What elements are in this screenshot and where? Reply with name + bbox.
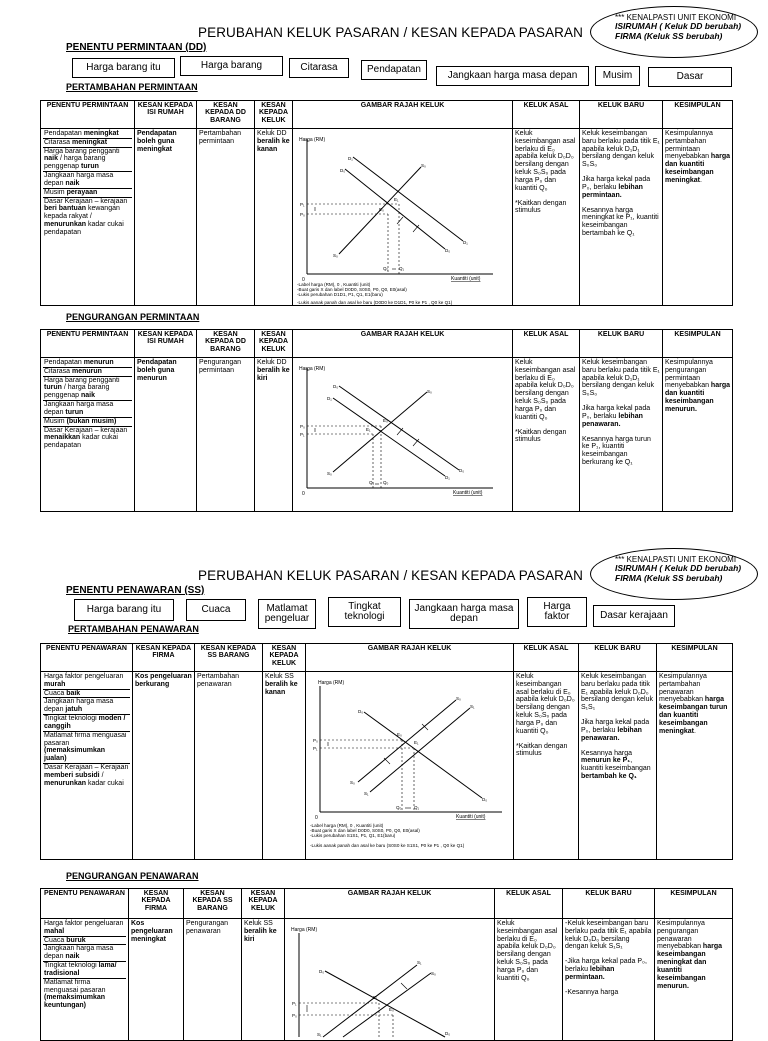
new-text-3: -Kesannya harga — [565, 988, 619, 996]
s1-label: S₁ — [470, 704, 475, 709]
origin-label: 0 — [315, 815, 318, 821]
s0-label: S₀ — [427, 389, 432, 394]
factor-box: Harga barang itu — [72, 58, 175, 78]
col-header: GAMBAR RAJAH KELUK — [306, 644, 514, 672]
d0-label: D₀ — [459, 468, 465, 473]
determinant-item — [43, 673, 130, 690]
q0-label: Q₀ — [396, 805, 402, 810]
determinants-cell — [41, 672, 133, 860]
determinant-item — [43, 732, 130, 764]
bold-text: memberi subsidi — [44, 771, 100, 779]
graph-cell — [285, 919, 495, 1041]
conclusion-cell — [655, 919, 733, 1041]
d1-label: D₁ — [348, 156, 353, 161]
section-title-supply: PENENTU PENAWARAN (SS) — [66, 585, 205, 596]
effect-cell: Kos pengeluaran meningkat — [129, 919, 184, 1041]
e1-label: E₁ — [366, 427, 371, 432]
text: . — [700, 176, 702, 184]
graph-supply-increase — [306, 672, 512, 858]
text: Citarasa — [44, 138, 73, 146]
supply-decrease-table — [40, 888, 733, 1041]
e0-label: E₀ — [383, 418, 388, 423]
bold-text: meningkat — [83, 130, 119, 137]
s0-label: S₀ — [327, 471, 332, 476]
curve-effect-cell — [255, 129, 293, 306]
col-header: KESAN KEPADA KELUK — [242, 889, 285, 919]
bold-text: harga keseimbangan meningkat dan kuantiti keseimbangan menurun. — [657, 943, 722, 990]
col-header: GAMBAR RAJAH KELUK — [293, 330, 513, 358]
determinant-item — [43, 377, 132, 401]
factor-box: Pendapatan — [361, 60, 427, 80]
e1-label: E₁ — [373, 995, 378, 1000]
graph-demand-decrease — [293, 358, 511, 508]
determinant-item — [43, 698, 130, 715]
unit-note — [590, 6, 758, 58]
link-note: *Kaitkan dengan stimulus — [515, 428, 567, 444]
graph-cell — [306, 672, 514, 860]
new-text-2 — [565, 958, 652, 981]
new-curve-cell — [580, 129, 663, 306]
y-axis-label: Harga (RM) — [299, 137, 326, 143]
original-curve-cell — [513, 129, 580, 306]
text: Kesimpulannya pengurangan permintaan menyebabkan — [665, 359, 713, 390]
bold-text: turun — [65, 408, 84, 416]
factor-box: Dasar — [648, 67, 732, 87]
bold-text: perayaan — [66, 188, 98, 196]
text: Harga barang pengganti — [44, 376, 120, 384]
text: Tingkat teknologi — [44, 715, 99, 723]
text: -Jika harga kekal pada P₀, berlaku — [565, 958, 647, 974]
determinant-item — [43, 427, 132, 450]
curve-effect-cell — [263, 672, 306, 860]
text: Citarasa — [44, 367, 73, 375]
demand-effect-cell: Pertambahan permintaan — [197, 129, 255, 306]
bold-text: menurunkan — [44, 221, 87, 229]
q1-label: Q₁ — [414, 805, 420, 810]
e1-label: E₁ — [394, 197, 399, 202]
determinant-item — [43, 368, 132, 377]
bold-text: harga dan kuantiti keseimbangan menurun. — [665, 382, 730, 413]
e0-label: E₀ — [379, 207, 384, 212]
conclusion-cell — [657, 672, 733, 860]
new-text-1: -Keluk keseimbangan baru berlaku pada titik E₁ apabila keluk D₀D₀ bersilang dengan keluk S₁S₁ — [565, 920, 652, 951]
text: Keluk DD — [257, 130, 287, 137]
text: Jika harga kekal pada P₀, berlaku — [582, 176, 651, 191]
new-text-1: Keluk keseimbangan baru berlaku pada titik E₁ apabila keluk D₁D₁ bersilang dengan keluk S₀S₀ — [582, 130, 660, 169]
new-text-1: Keluk keseimbangan baru berlaku pada titik E₁ apabila keluk D₁D₁ bersilang dengan keluk S₀S₀ — [582, 359, 660, 398]
bold-text: turun — [80, 163, 99, 171]
effect-cell: Pendapatan boleh guna menurun — [135, 358, 197, 512]
factor-box: Harga barang itu — [74, 599, 174, 621]
new-curve-cell — [579, 672, 657, 860]
text: Kesimpulannya pertambahan penawaran menyebabkan — [659, 673, 707, 704]
bold-text: moden / canggih — [44, 715, 126, 730]
graph-note: -Buat garis X dan label D0D0, S0S0, P0, Q0, E0(asal) — [297, 287, 407, 292]
text: Pendapatan — [44, 359, 84, 366]
e0-label: E₀ — [389, 1007, 394, 1012]
col-header: PENENTU PENAWARAN — [41, 644, 133, 672]
bold-text: meningkat — [72, 138, 108, 146]
p1-label: P₁ — [300, 202, 305, 207]
factor-box: Jangkaan harga masa depan — [436, 66, 589, 86]
factor-box: Matlamat pengeluar — [258, 599, 316, 629]
new-text-3: Kesannya harga turun ke P₁, kuantiti keseimbangan berkurang ke Q₁ — [582, 435, 651, 467]
text: Musim — [44, 188, 67, 196]
graph-note: -Label harga (RM), 0 , Kuantiti (unit) — [310, 823, 384, 828]
d0-label: D₀ — [333, 384, 339, 389]
p0-label: P₀ — [313, 738, 318, 743]
bold-text: beralih ke kanan — [257, 137, 290, 153]
bold-text: (memaksimumkan keuntungan) — [44, 994, 106, 1010]
note-title: *** KENALPASTI UNIT EKONOMI — [615, 13, 737, 22]
s0-label: S₀ — [456, 696, 461, 701]
graph-note: -Lukis perubahan D1D1, P1, Q1, E1(baru) — [297, 292, 383, 297]
note-line-2: FIRMA (Keluk SS berubah) — [615, 572, 723, 583]
bold-text: baik — [66, 689, 81, 697]
col-header: KESAN KEPADA ISI RUMAH — [135, 101, 197, 129]
text: Jika harga kekal pada P₀, berlaku — [582, 405, 651, 420]
original-text: Keluk keseimbangan asal berlaku di E₀ apabila keluk D₀D₀ bersilang dengan keluk S₀S₀ pada harga P₀ dan kuantiti Q₀ — [515, 359, 576, 421]
conclusion-cell — [663, 129, 733, 306]
col-header: KELUK BARU — [579, 644, 657, 672]
subtitle-demand-decrease: PENGURANGAN PERMINTAAN — [66, 312, 200, 322]
determinant-item — [43, 148, 132, 172]
bold-text: jatuh — [65, 706, 83, 714]
col-header: KELUK BARU — [563, 889, 655, 919]
text: / harga barang penggenap — [44, 384, 110, 400]
s0-label: S₀ — [431, 971, 436, 976]
section-title-demand: PENENTU PERMINTAAN (DD) — [66, 42, 207, 53]
text: Harga faktor pengeluaran — [44, 920, 124, 927]
supply-effect-cell: Pengurangan penawaran — [184, 919, 242, 1041]
factor-box: Dasar kerajaan — [593, 605, 675, 627]
bold-text: turun — [44, 384, 62, 392]
text: Jangkaan harga masa depan — [44, 698, 114, 714]
x-axis-label: Kuantiti (unit) — [453, 490, 483, 496]
text: Keluk SS — [244, 920, 273, 927]
text: Cuaca — [44, 936, 67, 944]
demand-increase-table — [40, 100, 733, 306]
col-header: KESIMPULAN — [655, 889, 733, 919]
text: / — [99, 771, 104, 779]
new-text-2 — [582, 405, 660, 428]
p1-label: P₁ — [300, 432, 305, 437]
factor-box: Musim — [595, 66, 640, 86]
subtitle-supply-decrease: PENGURANGAN PENAWARAN — [66, 871, 199, 881]
new-text-3: Kesannya harga meningkat ke P₁, kuantiti keseimbangan bertambah ke Q₁ — [582, 206, 659, 238]
new-text-1: Keluk keseimbangan baru berlaku pada titik E₁ apabila keluk D₀D₀ bersilang dengan keluk S₁S₁ — [581, 673, 653, 712]
col-header: KELUK ASAL — [495, 889, 563, 919]
text: Dasar Kerajaan – Kerajaan — [44, 764, 129, 772]
bold-text: beralih ke kanan — [265, 680, 298, 696]
p0-label: P₀ — [300, 212, 305, 217]
bold-text: lebihan penawaran. — [581, 726, 642, 742]
col-header: KESIMPULAN — [663, 330, 733, 358]
factor-box: Harga faktor — [527, 597, 587, 627]
col-header: KELUK BARU — [580, 101, 663, 129]
x-axis-label: Kuantiti (unit) — [456, 814, 486, 820]
s1-label: S₁ — [417, 960, 422, 965]
subtitle-demand-increase: PERTAMBAHAN PERMINTAAN — [66, 82, 198, 92]
determinant-item — [43, 130, 132, 139]
s0-label: S₀ — [421, 163, 426, 168]
d1-label: D₁ — [327, 396, 332, 401]
col-header: KESAN KEPADA FIRMA — [133, 644, 195, 672]
q0-label: Q₀ — [383, 480, 389, 485]
col-header: KESAN KEPADA SS BARANG — [195, 644, 263, 672]
p1-label: P₁ — [313, 746, 318, 751]
x-axis-label: Kuantiti (unit) — [451, 276, 481, 282]
e0-label: E₀ — [397, 732, 402, 737]
s1-label: S₁ — [317, 1032, 322, 1037]
factor-box: Harga barang — [180, 56, 283, 76]
determinant-item — [43, 937, 126, 946]
new-text-2 — [581, 719, 654, 742]
graph-demand-increase — [293, 129, 511, 299]
bold-text: lebihan permintaan. — [565, 966, 615, 981]
graph-cell — [293, 129, 513, 306]
text: Jika harga kekal pada P₀, berlaku — [581, 719, 650, 734]
y-axis-label: Harga (RM) — [299, 366, 326, 372]
conclusion-cell — [663, 358, 733, 512]
bold-text: harga dan kuantiti keseimbangan meningkat — [665, 153, 730, 184]
curve-effect-cell — [242, 919, 285, 1041]
bold-text: mahal — [44, 927, 65, 935]
s0-label: S₀ — [333, 253, 338, 258]
determinant-item — [43, 764, 130, 787]
subtitle-supply-increase: PERTAMBAHAN PENAWARAN — [68, 624, 199, 634]
q1-label: Q₁ — [369, 480, 375, 485]
graph-cell — [293, 358, 513, 512]
bold-text: bertambah ke Q₁ — [581, 773, 637, 781]
d0-label: D₀ — [340, 168, 346, 173]
col-header: KELUK BARU — [580, 330, 663, 358]
y-axis-label: Harga (RM) — [291, 927, 318, 933]
graph-note: -Lukis aanak panah dan asal ke baru (S0S0 ke S1S1, P0 ke P1 , Q0 ke Q1) — [310, 842, 465, 848]
note-title: *** KENALPASTI UNIT EKONOMI — [615, 555, 737, 564]
determinant-item — [43, 172, 132, 189]
col-header: KESAN KEPADA FIRMA — [129, 889, 184, 919]
col-header: KESAN KEPADA DD BARANG — [197, 330, 255, 358]
text: Jangkaan harga masa depan — [44, 945, 114, 961]
bold-text: menurun ke P₁ — [581, 757, 631, 765]
graph-note: -Buat garis X dan label D0D0, S0S0, P0, Q0, E0(asal) — [310, 828, 420, 833]
text: Jangkaan harga masa depan — [44, 401, 114, 416]
determinant-item — [43, 979, 126, 1010]
bold-text: menurun — [83, 359, 114, 366]
factor-box: Citarasa — [289, 58, 349, 78]
bold-text: naik — [44, 155, 59, 163]
new-text-3 — [581, 750, 654, 781]
determinant-item — [43, 920, 126, 937]
effect-cell: Kos pengeluaran berkurang — [133, 672, 195, 860]
original-curve-cell — [513, 358, 580, 512]
graph-note: -Lukis aanak panah dan asal ke baru (D0D0 ke D1D1, P0 ke P1 , Q0 ke Q1) — [297, 299, 453, 305]
determinant-item — [43, 189, 132, 198]
curve-effect-cell — [255, 358, 293, 512]
original-curve-cell — [514, 672, 579, 860]
bold-text: murah — [44, 680, 66, 688]
text: Harga faktor pengeluaran — [44, 673, 124, 680]
d0-label: D₀ — [482, 797, 488, 802]
col-header: GAMBAR RAJAH KELUK — [293, 101, 513, 129]
note-line-1: ISIRUMAH ( Keluk DD berubah) — [615, 563, 742, 574]
d0-label: D₀ — [445, 248, 451, 253]
col-header: PENENTU PERMINTAAN — [41, 101, 135, 129]
bold-text: harga keseimbangan turun dan kuantiti keseimbangan meningkat — [659, 696, 728, 735]
determinants-cell — [41, 129, 135, 306]
bold-text: naik — [65, 179, 80, 187]
col-header: PENENTU PENAWARAN — [41, 889, 129, 919]
note-line-2: FIRMA (Keluk SS berubah) — [615, 30, 723, 41]
col-header: KESAN KEPADA KELUK — [255, 330, 293, 358]
text: Cuaca — [44, 689, 67, 697]
y-axis-label: Harga (RM) — [318, 680, 345, 686]
text: Tingkat teknologi — [44, 962, 99, 970]
bold-text: lama/ tradisional — [44, 962, 117, 977]
text: kadar cukai pendapatan — [44, 434, 118, 450]
text: / harga barang penggenap — [44, 155, 106, 171]
text: , kuantiti keseimbangan — [581, 757, 651, 773]
new-text-2 — [582, 176, 660, 199]
col-header: KELUK ASAL — [513, 330, 580, 358]
graph-note: -Lukis perubahan S1S1, P1, Q1, E1(baru) — [310, 833, 396, 838]
bold-text: (bukan musim) — [66, 417, 117, 425]
supply-effect-cell: Pertambahan penawaran — [195, 672, 263, 860]
bold-text: menurunkan — [44, 779, 87, 787]
p0-label: P₀ — [300, 424, 305, 429]
col-header: PENENTU PERMINTAAN — [41, 330, 135, 358]
original-text: Keluk keseimbangan asal berlaku di E₀ apabila keluk D₀D₀ bersilang dengan keluk S₀S₀ pada harga P₀ dan kuantiti Q₀ — [516, 673, 575, 735]
link-note: *Kaitkan dengan stimulus — [516, 742, 568, 758]
bold-text: naik — [65, 953, 80, 961]
bold-text: beralih ke kiri — [244, 927, 277, 943]
determinant-item — [43, 359, 132, 368]
original-text: Keluk keseimbangan asal berlaku di E₀ apabila keluk D₀D₀ bersilang dengan keluk S₀S₀ pada harga P₀ dan kuantiti Q₀ — [515, 130, 576, 192]
col-header: KESAN KEPADA KELUK — [263, 644, 306, 672]
text: Matlamat firma menguasai pasaran — [44, 731, 127, 747]
bold-text: buruk — [66, 936, 86, 944]
text: Kesimpulannya pertambahan permintaan menyebabkan — [665, 130, 713, 161]
e1-label: E₁ — [414, 740, 419, 745]
col-header: KESIMPULAN — [663, 101, 733, 129]
supply-increase-table — [40, 643, 733, 860]
text: Pendapatan — [44, 130, 84, 137]
col-header: KELUK ASAL — [514, 644, 579, 672]
text: Musim — [44, 417, 67, 425]
note-line-1: ISIRUMAH ( Keluk DD berubah) — [615, 21, 742, 32]
factor-box: Jangkaan harga masa depan — [409, 599, 519, 629]
text: kadar cukai — [86, 779, 124, 787]
original-curve-cell: Keluk keseimbangan asal berlaku di E₀ apabila keluk D₀D₀ bersilang dengan keluk S₀S₀ pada harga P₀ dan kuantiti Q₀ — [495, 919, 563, 1041]
determinant-item — [43, 945, 126, 962]
bold-text: menaikkan — [44, 434, 81, 442]
link-note: *Kaitkan dengan stimulus — [515, 199, 567, 215]
factor-box: Tingkat teknologi — [328, 597, 401, 627]
bold-text: naik — [80, 392, 95, 400]
bold-text: lebihan permintaan. — [582, 183, 643, 199]
col-header: GAMBAR RAJAH KELUK — [285, 889, 495, 919]
determinant-item — [43, 962, 126, 979]
text: kewangan kepada rakyat / — [44, 205, 120, 221]
graph-supply-decrease — [285, 919, 493, 1037]
col-header: KESAN KEPADA DD BARANG — [197, 101, 255, 129]
p1-label: P₁ — [292, 1001, 297, 1006]
new-curve-cell — [580, 358, 663, 512]
determinant-item — [43, 198, 132, 237]
text: kadar cukai pendapatan — [44, 221, 124, 236]
bold-text: menurun — [72, 367, 102, 375]
col-header: KESIMPULAN — [657, 644, 733, 672]
text: Dasar Kerajaan – kerajaan — [44, 426, 128, 434]
origin-label: 0 — [302, 277, 305, 283]
col-header: KESAN KEPADA KELUK — [255, 101, 293, 129]
text: Matlamat firma menguasai pasaran — [44, 978, 106, 994]
text: Jangkaan harga masa depan — [44, 172, 114, 187]
determinants-cell — [41, 358, 135, 512]
factor-box: Cuaca — [186, 599, 246, 621]
page-title: PERUBAHAN KELUK PASARAN / KESAN KEPADA PASARAN — [198, 568, 583, 583]
col-header: KELUK ASAL — [513, 101, 580, 129]
d1-label: D₁ — [445, 475, 450, 480]
text: Dasar Kerajaan – kerajaan — [44, 197, 128, 205]
text: Keluk DD — [257, 359, 287, 366]
demand-decrease-table — [40, 329, 733, 512]
demand-effect-cell: Pengurangan permintaan — [197, 358, 255, 512]
text: Kesimpulannya pengurangan penawaran menyebabkan — [657, 920, 705, 951]
d1-label: D₁ — [463, 240, 468, 245]
d0-label: D₀ — [358, 709, 364, 714]
determinant-item — [43, 418, 132, 427]
q1-label: Q₁ — [399, 266, 405, 271]
s0-label: S₀ — [350, 780, 355, 785]
text: . — [694, 727, 696, 735]
q0-label: Q₀ — [383, 266, 389, 271]
graph-note: -Label harga (RM), 0 , Kuantiti (unit) — [297, 282, 371, 287]
determinant-item — [43, 690, 130, 699]
text: Keluk SS — [265, 673, 294, 680]
bold-text: beralih ke kiri — [257, 366, 290, 382]
col-header: KESAN KEPADA ISI RUMAH — [135, 330, 197, 358]
text: Kesannya harga — [581, 749, 632, 757]
new-curve-cell — [563, 919, 655, 1041]
determinants-cell — [41, 919, 129, 1041]
s1-label: S₁ — [364, 791, 369, 796]
determinant-item — [43, 715, 130, 732]
text: Harga barang pengganti — [44, 147, 120, 155]
origin-label: 0 — [302, 491, 305, 497]
d0-label: D₀ — [319, 969, 325, 974]
d0-label: D₀ — [445, 1031, 451, 1036]
bold-text: beri bantuan — [44, 205, 87, 213]
page-title: PERUBAHAN KELUK PASARAN / KESAN KEPADA PASARAN — [198, 25, 583, 40]
unit-note — [590, 548, 758, 600]
bold-text: lebihan penawaran. — [582, 412, 643, 428]
determinant-item — [43, 401, 132, 418]
p0-label: P₀ — [292, 1013, 297, 1018]
effect-cell: Pendapatan boleh guna meningkat — [135, 129, 197, 306]
col-header: KESAN KEPADA SS BARANG — [184, 889, 242, 919]
bold-text: (memaksimumkan jualan) — [44, 747, 106, 763]
determinant-item — [43, 139, 132, 148]
